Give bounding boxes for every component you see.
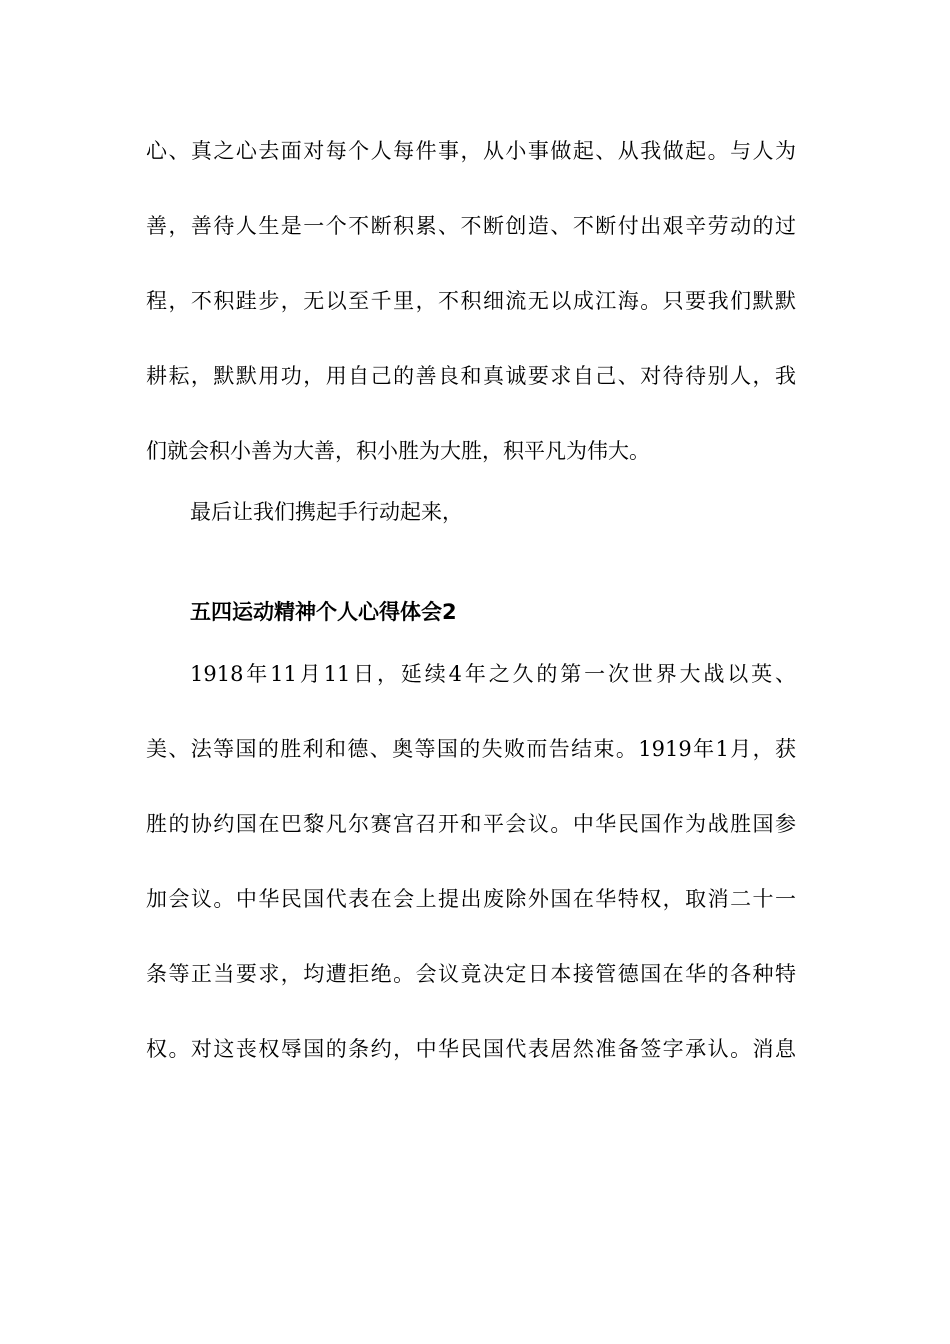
paragraph-line: 心、真之心去面对每个人每件事，从小事做起、从我做起。与人为 [146, 139, 796, 163]
section-heading: 五四运动精神个人心得体会2 [190, 600, 457, 624]
paragraph-line: 条等正当要求，均遭拒绝。会议竟决定日本接管德国在华的各种特 [146, 962, 796, 986]
paragraph-line: 1918年11月11日，延续4年之久的第一次世界大战以英、 [190, 662, 796, 686]
paragraph-line: 美、法等国的胜利和德、奥等国的失败而告结束。1919年1月，获 [146, 737, 796, 761]
paragraph-line: 胜的协约国在巴黎凡尔赛宫召开和平会议。中华民国作为战胜国参 [146, 812, 796, 836]
paragraph-line: 耕耘，默默用功，用自己的善良和真诚要求自己、对待待别人，我 [146, 364, 796, 388]
paragraph-line: 加会议。中华民国代表在会上提出废除外国在华特权，取消二十一 [146, 887, 796, 911]
paragraph-line: 权。对这丧权辱国的条约，中华民国代表居然准备签字承认。消息 [146, 1037, 796, 1061]
paragraph-line: 们就会积小善为大善，积小胜为大胜，积平凡为伟大。 [146, 439, 650, 463]
paragraph-line: 最后让我们携起手行动起来， [190, 500, 463, 524]
paragraph-line: 程，不积跬步，无以至千里，不积细流无以成江海。只要我们默默 [146, 289, 796, 313]
paragraph-line: 善，善待人生是一个不断积累、不断创造、不断付出艰辛劳动的过 [146, 214, 796, 238]
